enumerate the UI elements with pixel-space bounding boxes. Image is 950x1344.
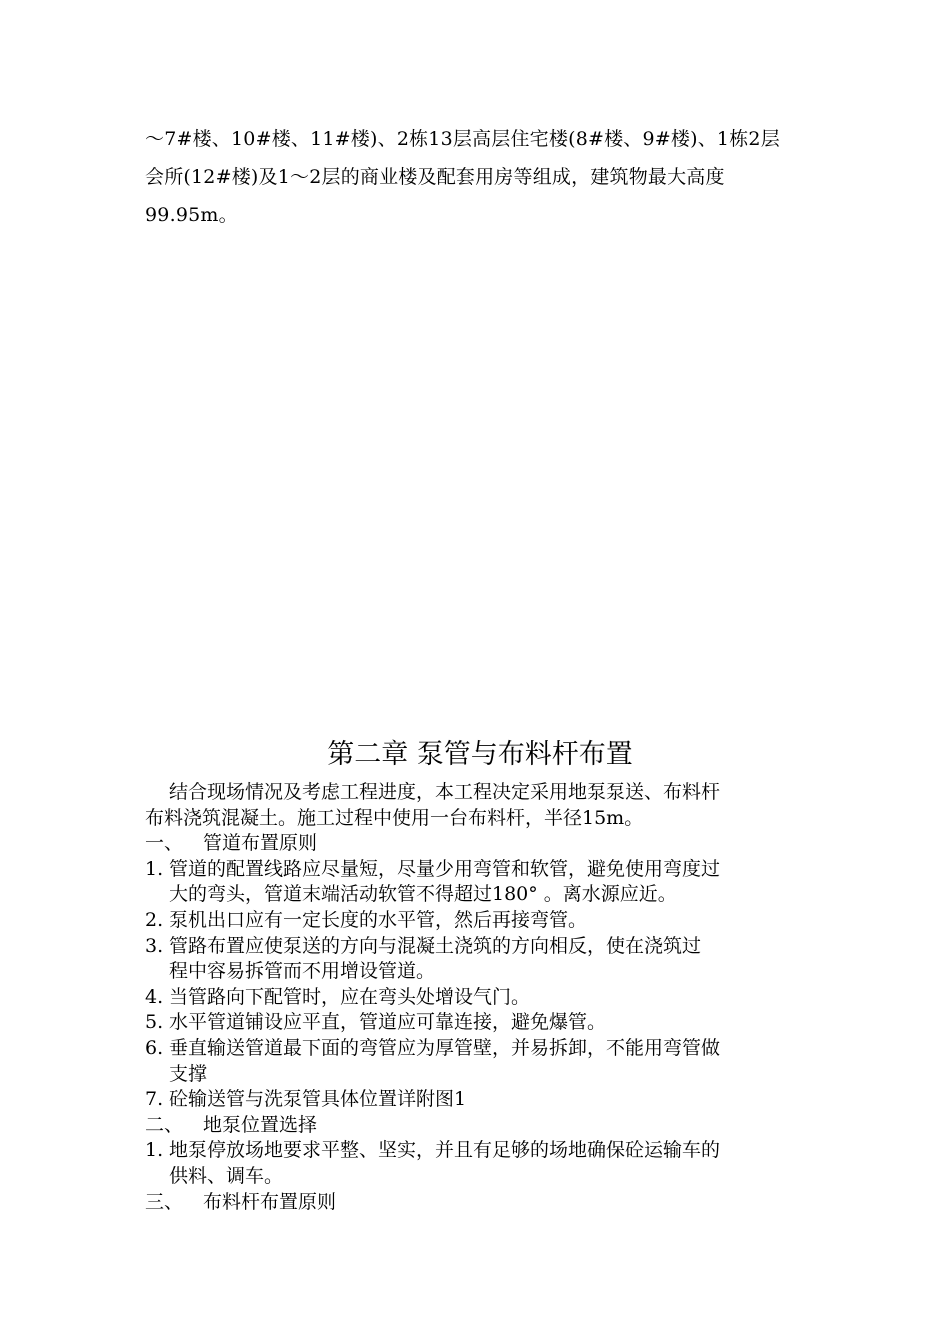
section-heading [145,831,815,857]
chapter-intro-line: 结合现场情况及考虑工程进度，本工程决定采用地泵泵送、布料杆 [169,781,721,803]
item-number: 2. [145,908,164,931]
item-text: 砼输送管与洗泵管具体位置详附图1 [169,1088,467,1111]
section-title: 布料杆布置原则 [203,1190,337,1213]
item-text: 泵机出口应有一定长度的水平管，然后再接弯管。 [169,908,588,931]
list-item [145,934,815,960]
item-text: 管路布置应使泵送的方向与混凝土浇筑的方向相反，使在浇筑过 [169,934,702,957]
intro-paragraph [145,120,815,234]
section-number: 一、 [145,832,184,855]
item-text: 当管路向下配管时，应在弯头处增设气门。 [169,985,531,1008]
intro-line: 99.95m。 [145,204,238,226]
chapter-intro-line: 布料浇筑混凝土。施工过程中使用一台布料杆，半径15m。 [145,806,644,829]
section-title: 管道布置原则 [203,832,318,855]
section-heading [145,1113,815,1139]
item-number: 6. [145,1036,164,1059]
item-number: 4. [145,985,164,1008]
list-item [145,857,815,883]
list-item [145,1087,815,1113]
item-text: 水平管道铺设应平直，管道应可靠连接，避免爆管。 [169,1011,607,1034]
chapter-body [145,780,815,1215]
section-number: 二、 [145,1113,184,1136]
section-title: 地泵位置选择 [203,1113,318,1136]
intro-line: 会所(12#楼)及1～2层的商业楼及配套用房等组成，建筑物最大高度 [145,166,725,188]
item-text: 垂直输送管道最下面的弯管应为厚管壁，并易拆卸，不能用弯管做 [169,1036,721,1059]
list-item [145,1036,815,1062]
list-item [145,908,815,934]
intro-line: ～7#楼、10#楼、11#楼)、2栋13层高层住宅楼(8#楼、9#楼)、1栋2层 [145,128,780,150]
list-item-continuation: 程中容易拆管而不用增设管道。 [169,960,436,983]
item-number: 3. [145,934,164,957]
item-text: 地泵停放场地要求平整、坚实，并且有足够的场地确保砼运输车的 [169,1139,721,1162]
item-number: 7. [145,1088,164,1111]
item-number: 5. [145,1011,164,1034]
list-item [145,1138,815,1164]
section-number: 三、 [145,1190,184,1213]
section-heading [145,1190,815,1216]
item-number: 1. [145,857,164,880]
list-item [145,985,815,1011]
item-number: 1. [145,1139,164,1162]
list-item [145,1010,815,1036]
chapter-title: 第二章 泵管与布料杆布置 [327,739,633,770]
list-item-continuation: 供料、调车。 [169,1164,284,1187]
item-text: 管道的配置线路应尽量短，尽量少用弯管和软管，避免使用弯度过 [169,857,721,880]
list-item-continuation: 大的弯头，管道末端活动软管不得超过180° 。离水源应近。 [169,883,677,906]
list-item-continuation: 支撑 [169,1062,208,1085]
